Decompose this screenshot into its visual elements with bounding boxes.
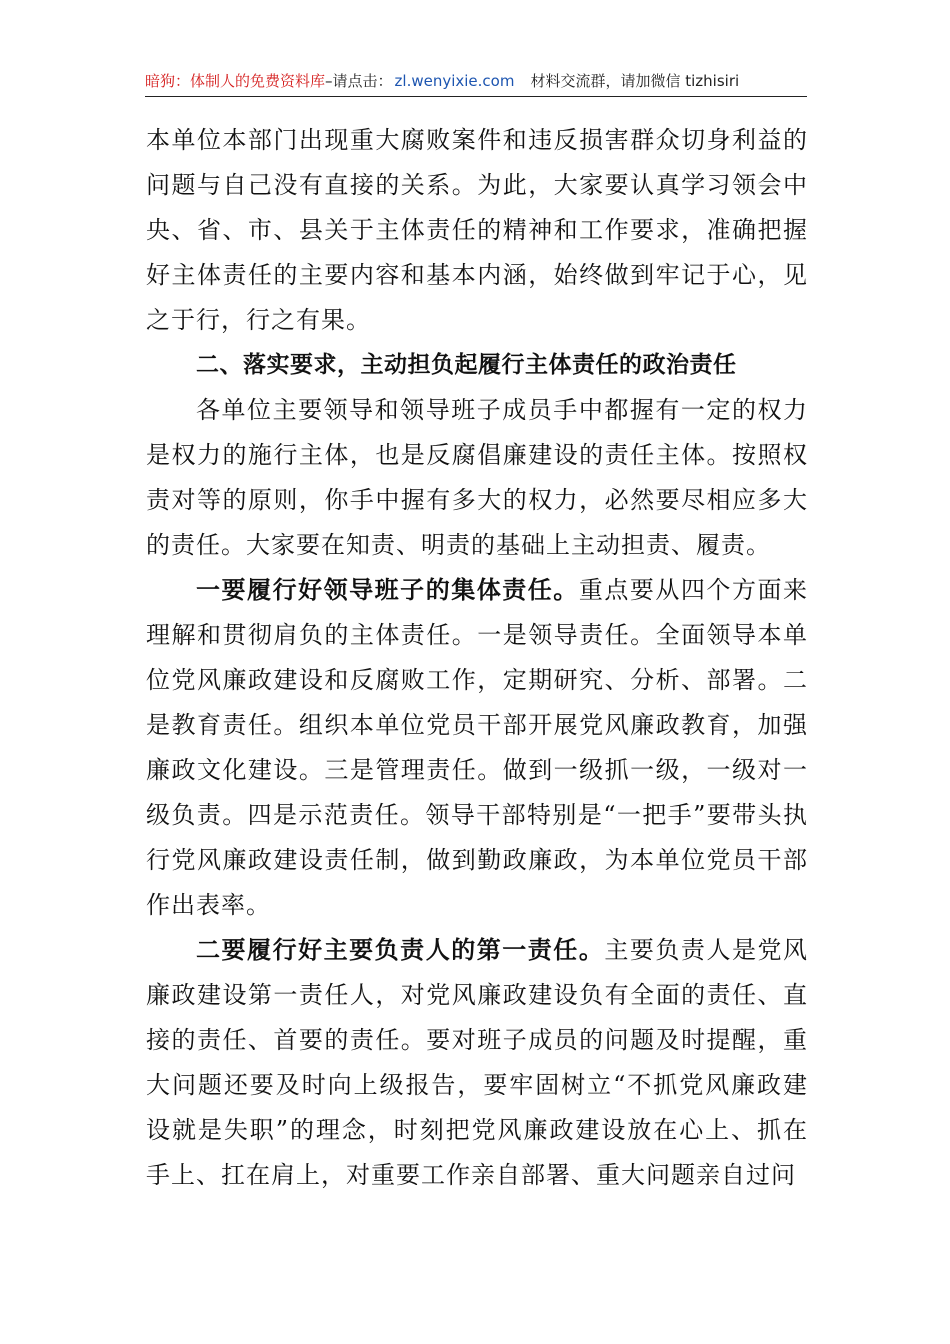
paragraph-4	[146, 928, 808, 1198]
section-heading-2: 二、落实要求，主动担负起履行主体责任的政治责任	[196, 352, 737, 378]
document-body	[146, 118, 808, 1198]
paragraph-continued: 本单位本部门出现重大腐败案件和违反损害群众切身利益的问题与自己没有直接的关系。为此，大家要认真学习领会中央、省、市、县关于主体责任的精神和工作要求，准确把握好主体责任的主要内容和基本内涵，始终做到牢记于心，见之于行，行之有果。	[146, 126, 808, 334]
paragraph-3	[146, 568, 808, 928]
paragraph-2: 各单位主要领导和领导班子成员手中都握有一定的权力是权力的施行主体，也是反腐倡廉建设的责任主体。按照权责对等的原则，你手中握有多大的权力，必然要尽相应多大的责任。大家要在知责、明责的基础上主动担责、履责。	[146, 396, 808, 559]
header-wechat: 材料交流群，请加微信 tizhisiri	[530, 72, 740, 90]
header-link[interactable]: zl.wenyixie.com	[394, 72, 515, 90]
header-brand: 暗狗：体制人的免费资料库	[145, 72, 326, 90]
paragraph-4-lead: 二要履行好主要负责人的第一责任。	[196, 936, 605, 964]
paragraph-3-text: 重点要从四个方面来理解和贯彻肩负的主体责任。一是领导责任。全面领导本单位党风廉政建设和反腐败工作，定期研究、分析、部署。二是教育责任。组织本单位党员干部开展党风廉政教育，加强廉政文化建设。三是管理责任。做到一级抓一级，一级对一级负责。四是示范责任。领导干部特别是“一把手”要带头执行党风廉政建设责任制，做到勤政廉政，为本单位党员干部作出表率。	[146, 576, 809, 919]
paragraph-3-lead: 一要履行好领导班子的集体责任。	[196, 576, 579, 604]
header-prompt: –请点击：	[325, 72, 393, 90]
page-header	[145, 66, 807, 97]
paragraph-4-text: 主要负责人是党风廉政建设第一责任人，对党风廉政建设负有全面的责任、直接的责任、首要的责任。要对班子成员的问题及时提醒，重大问题还要及时向上级报告，要牢固树立“不抓党风廉政建设就是失职”的理念，时刻把党风廉政建设放在心上、抓在手上、扛在肩上，对重要工作亲自部署、重大问题亲自过问	[146, 936, 809, 1189]
